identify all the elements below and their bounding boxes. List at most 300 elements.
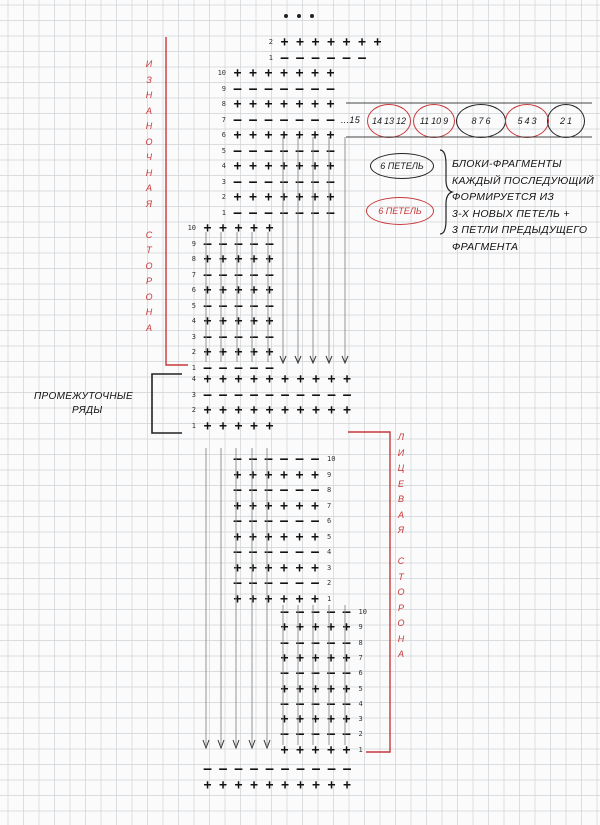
purl-stitch: —: [342, 696, 351, 712]
purl-stitch: —: [296, 666, 304, 682]
purl-stitch: —: [311, 205, 319, 221]
knit-stitch: +: [203, 345, 212, 360]
knit-stitch: +: [327, 681, 335, 697]
purl-stitch: —: [280, 576, 288, 591]
knit-stitch: +: [326, 190, 335, 205]
knit-stitch: +: [311, 529, 319, 545]
row-number: 8: [358, 638, 363, 647]
knit-stitch: +: [342, 742, 351, 758]
knit-stitch: +: [311, 97, 319, 112]
knit-stitch: +: [311, 650, 320, 666]
knit-stitch: +: [249, 591, 257, 607]
knit-stitch: +: [264, 560, 273, 576]
purl-stitch: —: [343, 387, 351, 403]
knit-stitch: +: [249, 66, 257, 81]
knit-stitch: +: [342, 650, 351, 666]
purl-stitch: —: [342, 605, 351, 620]
purl-stitch: —: [343, 762, 351, 777]
knit-stitch: +: [280, 159, 288, 174]
knit-stitch: +: [295, 97, 304, 112]
knit-stitch: +: [281, 372, 289, 387]
vertical-label-letter: А: [397, 649, 404, 659]
loop-number: 14: [371, 116, 382, 126]
vertical-label-letter: Н: [145, 307, 153, 317]
purl-stitch: —: [233, 452, 242, 467]
knit-stitch: +: [264, 66, 273, 81]
loop-number: 1: [567, 116, 573, 126]
row-number: 4: [191, 375, 196, 383]
knit-stitch: +: [264, 128, 273, 143]
row-number: 8: [221, 100, 226, 108]
legend-black-oval: 6 ПЕТЕЛЬ: [370, 153, 434, 179]
knit-stitch: +: [280, 66, 288, 81]
knit-stitch: +: [265, 418, 274, 434]
purl-stitch: —: [296, 50, 304, 66]
row-number: 1: [191, 421, 196, 430]
purl-stitch: —: [264, 112, 273, 128]
purl-stitch: —: [250, 360, 258, 376]
knit-stitch: +: [295, 591, 304, 607]
purl-stitch: —: [250, 267, 258, 283]
purl-stitch: —: [233, 514, 242, 529]
loop-number: 13: [383, 116, 394, 126]
purl-stitch: —: [249, 483, 257, 498]
purl-stitch: —: [250, 762, 258, 777]
vertical-label-letter: Ц: [397, 463, 405, 473]
purl-stitch: —: [358, 50, 366, 66]
purl-stitch: —: [281, 762, 289, 777]
purl-stitch: —: [342, 50, 351, 66]
knit-stitch: +: [295, 560, 304, 576]
knit-stitch: +: [326, 159, 335, 174]
purl-stitch: —: [311, 514, 319, 529]
vertical-label-letter: Т: [398, 571, 404, 582]
purl-stitch: —: [233, 143, 242, 159]
knit-stitch: +: [265, 221, 274, 236]
knit-stitch: +: [233, 498, 242, 514]
knit-stitch: +: [233, 467, 242, 483]
vertical-label-letter: Л: [397, 432, 405, 442]
row-number: 10: [187, 224, 196, 232]
knit-stitch: +: [311, 591, 319, 607]
row-number: 7: [191, 270, 196, 279]
knit-stitch: +: [280, 97, 288, 112]
loop-number: 5: [517, 116, 523, 126]
knit-stitch: +: [296, 712, 304, 728]
knit-stitch: +: [265, 345, 274, 360]
knit-stitch: +: [234, 252, 243, 267]
knit-stitch: +: [249, 529, 257, 545]
knit-stitch: +: [295, 529, 304, 545]
purl-stitch: —: [311, 635, 320, 651]
purl-stitch: —: [250, 329, 258, 345]
knit-stitch: +: [234, 403, 243, 418]
purl-stitch: —: [264, 205, 273, 221]
purl-stitch: —: [203, 236, 212, 252]
knit-stitch: +: [311, 35, 320, 50]
purl-stitch: —: [264, 452, 273, 467]
loop-number: 3: [531, 116, 537, 126]
knit-stitch: +: [219, 418, 227, 434]
purl-stitch: —: [280, 483, 288, 498]
knit-stitch: +: [280, 560, 288, 576]
knit-stitch: +: [312, 372, 320, 387]
purl-stitch: —: [265, 360, 274, 376]
row-number: 3: [358, 715, 363, 724]
vertical-label-letter: В: [397, 494, 404, 504]
knit-stitch: +: [233, 560, 242, 576]
knit-stitch: +: [280, 712, 289, 728]
purl-stitch: —: [219, 387, 227, 403]
purl-stitch: —: [280, 452, 288, 467]
loop-group-oval: [547, 104, 585, 138]
vertical-label-letter: О: [145, 136, 153, 147]
knit-stitch: +: [265, 372, 274, 387]
knit-stitch: +: [280, 650, 289, 666]
knit-stitch: +: [280, 128, 288, 143]
row-number: 1: [191, 363, 196, 372]
top-dot: [297, 14, 301, 18]
knit-stitch: +: [250, 372, 258, 387]
row-number: 6: [327, 517, 332, 525]
row-number: 9: [358, 623, 363, 632]
purl-stitch: —: [203, 387, 212, 403]
row-number: 9: [327, 470, 332, 479]
knit-stitch: +: [311, 66, 319, 81]
knit-stitch: +: [250, 283, 258, 298]
knit-stitch: +: [250, 777, 258, 793]
row-number: 8: [327, 486, 332, 494]
row-number: 2: [327, 579, 332, 587]
purl-stitch: —: [264, 81, 273, 97]
purl-stitch: —: [326, 174, 335, 190]
purl-stitch: —: [219, 267, 227, 283]
knit-stitch: +: [234, 372, 243, 387]
row-number: 10: [358, 608, 367, 616]
purl-stitch: —: [233, 576, 242, 591]
knit-stitch: +: [311, 681, 320, 697]
purl-stitch: —: [249, 143, 257, 159]
purl-stitch: —: [234, 298, 243, 314]
purl-stitch: —: [280, 205, 288, 221]
purl-stitch: —: [233, 81, 242, 97]
knit-stitch: +: [311, 128, 319, 143]
row-number: 7: [327, 501, 332, 510]
purl-stitch: —: [280, 514, 288, 529]
row-number: 9: [191, 239, 196, 248]
purl-stitch: —: [249, 576, 257, 591]
row-number: 7: [358, 653, 363, 662]
knit-stitch: +: [280, 681, 289, 697]
purl-stitch: —: [264, 545, 273, 560]
purl-stitch: —: [326, 143, 335, 159]
purl-stitch: —: [311, 143, 319, 159]
purl-stitch: —: [311, 50, 320, 66]
knit-stitch: +: [234, 283, 243, 298]
vertical-label-letter: Н: [145, 90, 153, 100]
knit-stitch: +: [265, 283, 274, 298]
knit-stitch: +: [295, 498, 304, 514]
purl-stitch: —: [327, 605, 335, 620]
purl-stitch: —: [219, 762, 227, 777]
vertical-label-letter: А: [145, 183, 152, 193]
vertical-label-letter: И: [397, 447, 405, 458]
vertical-label-letter: О: [397, 587, 405, 597]
knit-stitch: +: [343, 403, 351, 418]
purl-stitch: —: [327, 50, 335, 66]
knit-stitch: +: [249, 128, 257, 143]
purl-stitch: —: [203, 762, 212, 777]
loop-number: 9: [443, 116, 449, 126]
purl-stitch: —: [280, 112, 288, 128]
row-number: 6: [191, 286, 196, 294]
knit-stitch: +: [219, 252, 227, 267]
knit-stitch: +: [295, 190, 304, 205]
row-number: 3: [327, 563, 332, 572]
knit-stitch: +: [342, 35, 351, 50]
knit-stitch: +: [250, 314, 258, 329]
knit-stitch: +: [311, 742, 320, 758]
vertical-label-letter: Н: [145, 167, 153, 178]
knit-stitch: +: [234, 314, 243, 329]
vertical-label-letter: Я: [145, 198, 153, 209]
purl-stitch: —: [327, 727, 335, 743]
purl-stitch: —: [203, 298, 212, 314]
row-number: 2: [221, 193, 226, 201]
purl-stitch: —: [280, 696, 289, 712]
knit-stitch: +: [233, 529, 242, 545]
purl-stitch: —: [280, 666, 289, 682]
purl-stitch: —: [264, 514, 273, 529]
purl-stitch: —: [311, 666, 320, 682]
knit-stitch: +: [250, 345, 258, 360]
vertical-label-letter: О: [397, 618, 405, 628]
knit-stitch: +: [311, 712, 320, 728]
purl-stitch: —: [311, 452, 319, 467]
knit-stitch: +: [233, 190, 242, 205]
vertical-label-letter: О: [145, 291, 153, 302]
purl-stitch: —: [249, 81, 257, 97]
vertical-label-letter: И: [145, 59, 153, 69]
purl-stitch: —: [249, 112, 257, 128]
purl-stitch: —: [326, 112, 335, 128]
knit-stitch: +: [280, 742, 289, 758]
purl-stitch: —: [311, 727, 320, 743]
purl-stitch: —: [311, 112, 319, 128]
knit-stitch: +: [327, 372, 336, 387]
knit-stitch: +: [249, 560, 257, 576]
knit-stitch: +: [234, 777, 243, 793]
knit-stitch: +: [264, 97, 273, 112]
knit-stitch: +: [296, 681, 304, 697]
knit-stitch: +: [233, 159, 242, 174]
loop-number: 4: [524, 116, 530, 126]
row-number: 4: [327, 548, 332, 556]
knit-stitch: +: [296, 372, 305, 387]
knit-stitch: +: [327, 35, 335, 50]
knit-stitch: +: [250, 403, 258, 418]
vertical-label-letter: Н: [397, 633, 405, 644]
row-number: 8: [191, 255, 196, 263]
purl-stitch: —: [250, 387, 258, 403]
purl-stitch: —: [295, 514, 304, 529]
knit-stitch: +: [233, 66, 242, 81]
purl-stitch: —: [234, 267, 243, 283]
purl-stitch: —: [296, 727, 304, 743]
knit-stitch: +: [326, 66, 335, 81]
purl-stitch: —: [295, 205, 304, 221]
purl-stitch: —: [327, 762, 336, 777]
purl-stitch: —: [311, 483, 319, 498]
knit-stitch: +: [249, 97, 257, 112]
knit-stitch: +: [280, 467, 288, 483]
knit-stitch: +: [342, 712, 351, 728]
knit-stitch: +: [296, 777, 305, 793]
purl-stitch: —: [295, 483, 304, 498]
row-number: 2: [268, 38, 273, 46]
knit-stitch: +: [280, 529, 288, 545]
purl-stitch: —: [296, 387, 305, 403]
row-number: 10: [217, 69, 226, 77]
legend-note-line: ФОРМИРУЕТСЯ ИЗ: [452, 191, 555, 203]
knit-stitch: +: [219, 403, 227, 418]
knit-stitch: +: [311, 159, 319, 174]
legend-note-line: 3 ПЕТЛИ ПРЕДЫДУЩЕГО: [452, 224, 588, 236]
legend-note-line: БЛОКИ-ФРАГМЕНТЫ: [452, 158, 562, 170]
purl-stitch: —: [203, 267, 212, 283]
knit-stitch: +: [250, 221, 258, 236]
purl-stitch: —: [264, 174, 273, 190]
legend-note-line: ФРАГМЕНТА: [452, 240, 519, 253]
knit-stitch: +: [296, 650, 304, 666]
loop-group-oval: [456, 104, 506, 138]
knit-stitch: +: [326, 128, 335, 143]
row-number: 3: [191, 332, 196, 341]
loop-number: 6: [485, 116, 491, 126]
row-number: 2: [191, 406, 196, 414]
purl-stitch: —: [327, 696, 335, 712]
knit-stitch: +: [296, 403, 305, 418]
row-number: 1: [327, 594, 332, 603]
purl-stitch: —: [281, 387, 289, 403]
knit-stitch: +: [219, 345, 227, 360]
knit-stitch: +: [311, 190, 319, 205]
knit-stitch: +: [327, 620, 335, 636]
purl-stitch: —: [327, 666, 335, 682]
knit-stitch: +: [234, 221, 243, 236]
knit-stitch: +: [249, 467, 257, 483]
knit-stitch: +: [203, 252, 212, 267]
purl-stitch: —: [264, 143, 273, 159]
knit-stitch: +: [327, 650, 335, 666]
knit-stitch: +: [203, 314, 212, 329]
purl-stitch: —: [249, 545, 257, 560]
knit-stitch: +: [233, 97, 242, 112]
knit-stitch: +: [358, 35, 366, 50]
purl-stitch: —: [249, 174, 257, 190]
knit-stitch: +: [264, 591, 273, 607]
purl-stitch: —: [311, 696, 320, 712]
knit-stitch: +: [281, 403, 289, 418]
knit-stitch: +: [219, 314, 227, 329]
vertical-label-letter: Е: [397, 478, 404, 489]
knit-stitch: +: [203, 221, 212, 236]
row-number: 3: [191, 390, 196, 399]
loop-number: 2: [559, 116, 565, 126]
purl-stitch: —: [233, 545, 242, 560]
purl-stitch: —: [265, 236, 274, 252]
knit-stitch: +: [327, 777, 336, 793]
knit-stitch: +: [281, 777, 289, 793]
knit-stitch: +: [234, 345, 243, 360]
legend-red-oval: 6 ПЕТЕЛЬ: [366, 197, 434, 225]
loop-group-oval: [505, 104, 549, 138]
knit-stitch: +: [233, 591, 242, 607]
row-number: 9: [221, 84, 226, 93]
row-number: 3: [221, 177, 226, 186]
knit-stitch: +: [311, 620, 320, 636]
knit-stitch: +: [312, 777, 320, 793]
knit-stitch: +: [343, 372, 351, 387]
purl-stitch: —: [280, 727, 289, 743]
row-number: 5: [358, 684, 363, 693]
purl-stitch: —: [249, 452, 257, 467]
row-number: 6: [358, 669, 363, 678]
vertical-label-letter: С: [145, 229, 153, 240]
purl-stitch: —: [250, 236, 258, 252]
vertical-label-letter: Н: [145, 121, 153, 131]
purl-stitch: —: [233, 205, 242, 221]
loop-group-oval: [367, 104, 411, 138]
knit-stitch: +: [295, 159, 304, 174]
knit-stitch: +: [295, 128, 304, 143]
knit-stitch: +: [280, 35, 289, 50]
vertical-label-letter: Р: [397, 602, 404, 613]
vertical-label-letter: А: [397, 509, 404, 520]
purl-stitch: —: [326, 205, 335, 221]
legend-note-line: 3-Х НОВЫХ ПЕТЕЛЬ +: [452, 207, 570, 220]
vertical-label-letter: О: [145, 260, 153, 271]
row-number: 1: [221, 208, 226, 217]
purl-stitch: —: [233, 483, 242, 498]
row-number: 7: [221, 115, 226, 124]
purl-stitch: —: [219, 298, 227, 314]
vertical-label-letter: А: [145, 322, 152, 333]
legend-note-line: КАЖДЫЙ ПОСЛЕДУЮЩИЙ: [452, 174, 595, 187]
knit-stitch: +: [343, 777, 351, 793]
vertical-label-letter: Ч: [145, 152, 153, 162]
knit-stitch: +: [280, 620, 289, 636]
purl-stitch: —: [280, 143, 288, 159]
knit-stitch: +: [203, 403, 212, 418]
knit-stitch: +: [295, 66, 304, 81]
purl-stitch: —: [203, 360, 212, 376]
knit-stitch: +: [249, 159, 257, 174]
purl-stitch: —: [249, 514, 257, 529]
purl-stitch: —: [203, 329, 212, 345]
vertical-label-letter: А: [145, 105, 152, 116]
knit-stitch: +: [203, 418, 212, 434]
purl-stitch: —: [280, 605, 289, 620]
intermediate-label-line-1: ПРОМЕЖУТОЧНЫЕ: [34, 391, 133, 402]
knit-stitch: +: [327, 403, 336, 418]
loop-number: 10: [431, 116, 442, 126]
purl-stitch: —: [295, 174, 304, 190]
knit-stitch: +: [280, 591, 288, 607]
purl-stitch: —: [311, 605, 320, 620]
purl-stitch: —: [295, 545, 304, 560]
row-number: 4: [358, 699, 363, 708]
